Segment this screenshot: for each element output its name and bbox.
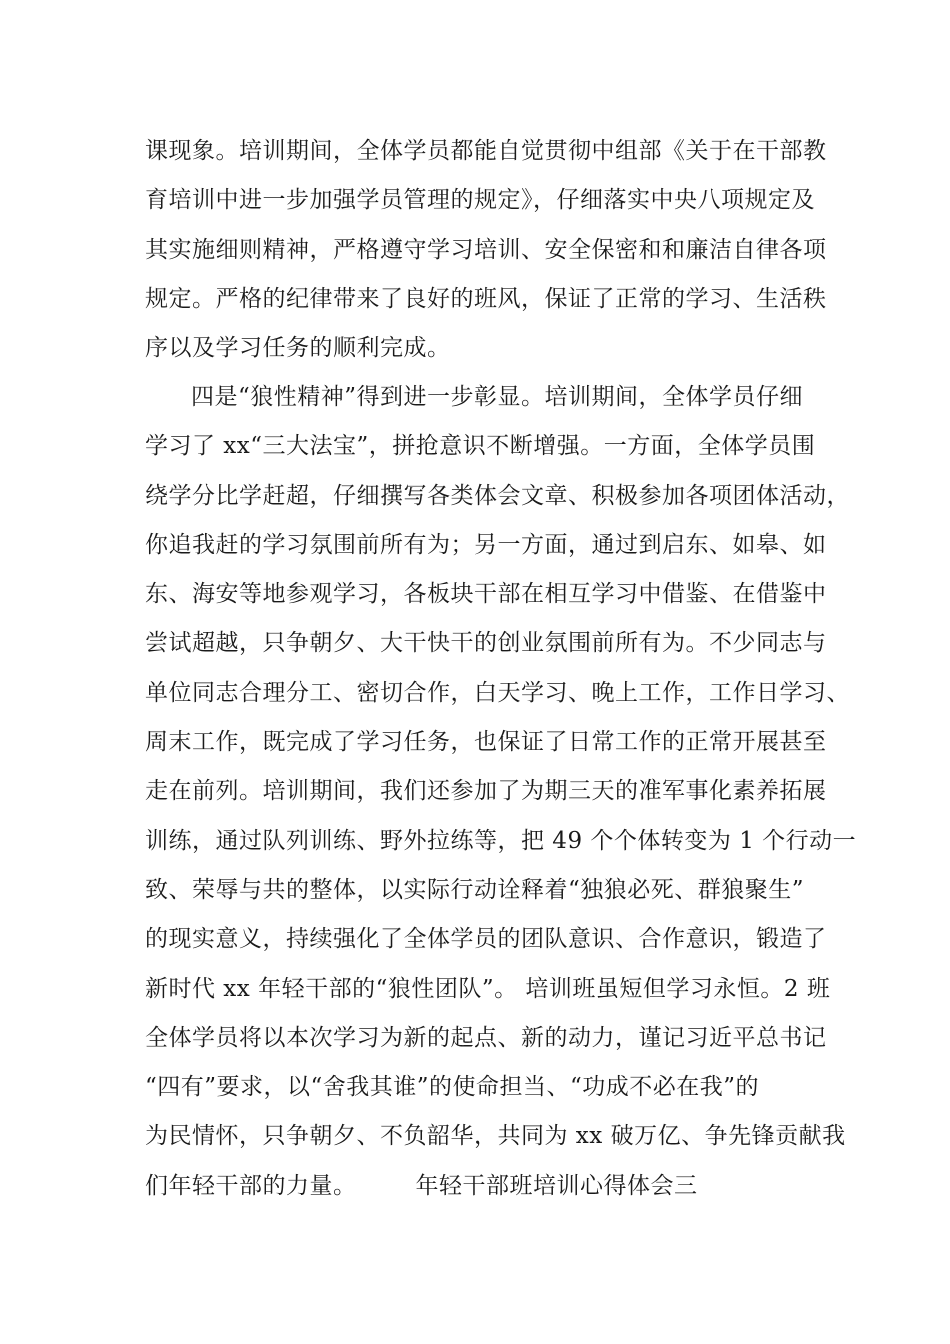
- text-line: 课现象。培训期间，全体学员都能自觉贯彻中组部《关于在干部教: [145, 138, 827, 164]
- text-line: 周末工作，既完成了学习任务，也保证了日常工作的正常开展甚至: [145, 729, 827, 756]
- text-line: 全体学员将以本次学习为新的起点、新的动力，谨记习近平总书记: [145, 1024, 827, 1051]
- text-line: 单位同志合理分工、密切合作，白天学习、晚上工作，工作日学习、: [145, 679, 850, 706]
- text-line: 训练，通过队列训练、野外拉练等，把 49 个个体转变为 1 个行动一: [145, 827, 857, 854]
- text-line: 规定。严格的纪律带来了良好的班风，保证了正常的学习、生活秩: [145, 285, 827, 312]
- paragraph-wolf-spirit: [145, 373, 857, 1211]
- text-line: 们年轻干部的力量。 年轻干部班培训心得体会三: [145, 1172, 698, 1199]
- text-line: 尝试超越，只争朝夕、大干快干的创业氛围前所有为。不少同志与: [145, 630, 827, 657]
- text-line: 为民情怀，只争朝夕、不负韶华，共同为 xx 破万亿、争先锋贡献我: [145, 1123, 846, 1150]
- text-line: 走在前列。培训期间，我们还参加了为期三天的准军事化素养拓展: [145, 778, 827, 805]
- text-line: 育培训中进一步加强学员管理的规定》，仔细落实中央八项规定及: [145, 187, 815, 214]
- text-line: 致、荣辱与共的整体，以实际行动诠释着“独狼必死、群狼聚生”: [145, 876, 805, 903]
- text-line: 序以及学习任务的顺利完成。: [145, 335, 451, 362]
- text-line: “四有”要求，以“舍我其谁”的使命担当、“功成不必在我”的: [145, 1074, 760, 1101]
- text-line: 其实施细则精神，严格遵守学习培训、安全保密和和廉洁自律各项: [145, 236, 827, 263]
- text-line: 你追我赶的学习氛围前所有为；另一方面，通过到启东、如皋、如: [145, 531, 827, 558]
- text-line: 新时代 xx 年轻干部的“狼性团队”。 培训班虽短但学习永恒。2 班: [145, 975, 831, 1002]
- text-line: 的现实意义，持续强化了全体学员的团队意识、合作意识，锻造了: [145, 926, 827, 953]
- text-line: 东、海安等地参观学习，各板块干部在相互学习中借鉴、在借鉴中: [145, 581, 827, 608]
- paragraph-continuation: [145, 127, 825, 373]
- text-line: 学习了 xx“三大法宝”，拼抢意识不断增强。一方面，全体学员围: [145, 433, 816, 460]
- text-line: 绕学分比学赶超，仔细撰写各类体会文章、积极参加各项团体活动，: [145, 482, 850, 509]
- text-line: 四是“狼性精神”得到进一步彰显。培训期间，全体学员仔细: [191, 384, 804, 410]
